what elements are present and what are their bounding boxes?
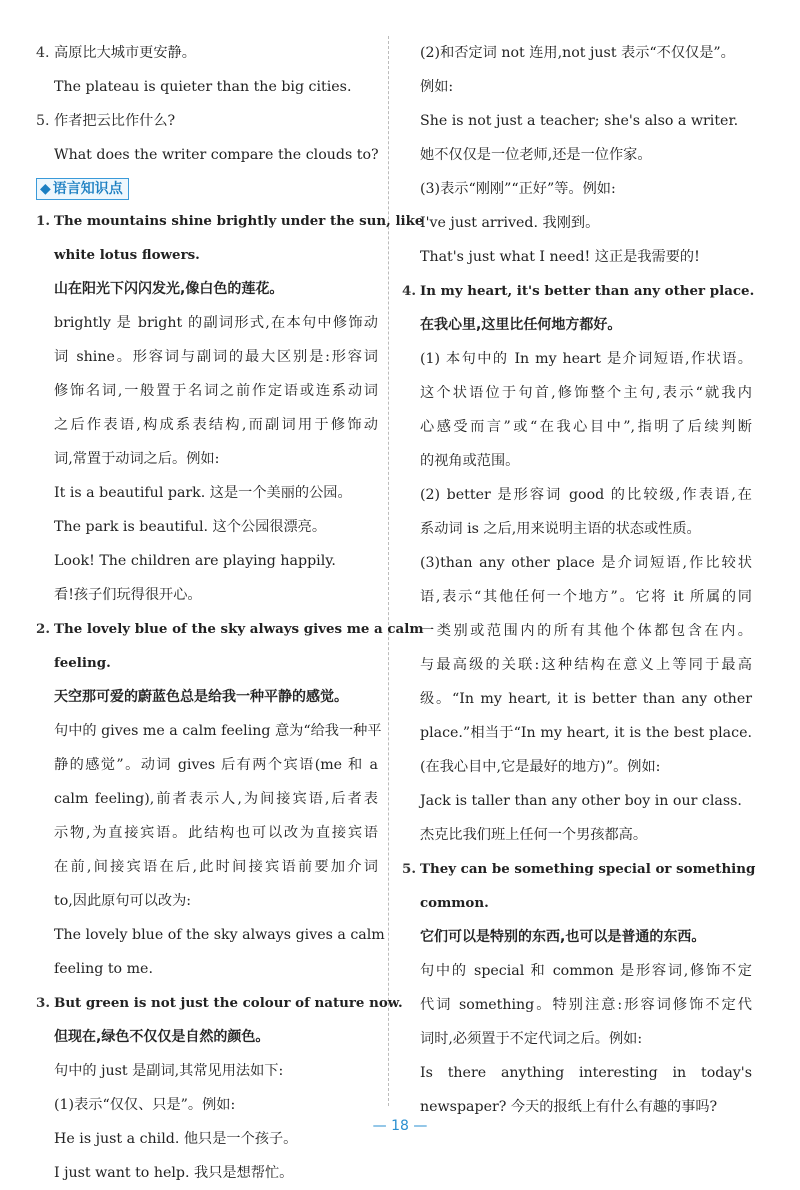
example-line: I've just arrived. 我刚到。: [420, 215, 600, 231]
page-number: — 18 —: [372, 1118, 428, 1134]
point-cn: 天空那可爱的蔚蓝色总是给我一种平静的感觉。: [54, 689, 348, 705]
explanation-line: (3)表示“刚刚”“正好”等。例如:: [420, 181, 616, 197]
explanation-line: calm feeling),前者表示人,为间接宾语,后者表: [54, 791, 378, 807]
diamond-icon: ◆: [40, 181, 51, 197]
example-line: Is there anything interesting in today's: [420, 1065, 752, 1081]
item-number: 4.: [36, 45, 50, 61]
point-1: [36, 204, 424, 612]
explanation-line: 级。“In my heart, it is better than any other: [420, 691, 752, 707]
point-en-line: The lovely blue of the sky always gives me a calm: [54, 621, 424, 637]
explanation-line: 例如:: [420, 79, 454, 95]
question-en: What does the writer compare the clouds to?: [54, 147, 379, 163]
example-line: Look! The children are playing happily.: [54, 553, 336, 569]
explanation-line: 代词 something。特别注意:形容词修饰不定代: [420, 997, 752, 1013]
explanation-line: 的视角或范围。: [420, 453, 520, 469]
explanation-line: (在我心目中,它是最好的地方)”。例如:: [420, 759, 661, 775]
section-header: [36, 178, 378, 200]
example-line: She is not just a teacher; she's also a writer.: [420, 113, 739, 129]
explanation-line: 词 shine。形容词与副词的最大区别是:形容词: [54, 349, 378, 365]
example-line: feeling to me.: [54, 961, 153, 977]
section-title: 语言知识点: [52, 181, 123, 197]
explanation-line: 系动词 is 之后,用来说明主语的状态或性质。: [420, 521, 701, 537]
point-en-line: common.: [420, 895, 489, 911]
explanation-line: (1) 本句中的 In my heart 是介词短语,作状语。: [420, 351, 752, 367]
item-number: 4.: [402, 283, 416, 299]
point-3-continued: [402, 36, 752, 274]
question-cn: 高原比大城市更安静。: [54, 45, 196, 61]
explanation-line: to,因此原句可以改为:: [54, 893, 192, 909]
explanation-line: 这个状语位于句首,修饰整个主句,表示“就我内: [420, 385, 752, 401]
explanation-line: place.”相当于“In my heart, it is the best place.: [420, 725, 752, 741]
point-en-line: In my heart, it's better than any other place.: [420, 283, 755, 299]
explanation-line: (2)和否定词 not 连用,not just 表示“不仅仅是”。: [420, 45, 735, 61]
example-line: 她不仅仅是一位老师,还是一位作家。: [420, 147, 652, 163]
item-number: 1.: [36, 213, 50, 229]
point-cn: 山在阳光下闪闪发光,像白色的莲花。: [54, 281, 284, 297]
explanation-line: 在前,间接宾语在后,此时间接宾语前要加介词: [54, 859, 378, 875]
example-line: The park is beautiful. 这个公园很漂亮。: [54, 519, 327, 535]
question-4: [36, 36, 378, 104]
explanation-line: 词时,必须置于不定代词之后。例如:: [420, 1031, 643, 1047]
example-line: Jack is taller than any other boy in our class.: [420, 793, 742, 809]
explanation-line: 词,常置于动词之后。例如:: [54, 451, 220, 467]
item-number: 5.: [402, 861, 416, 877]
point-4: [402, 274, 755, 852]
explanation-line: 静的感觉”。动词 gives 后有两个宾语(me 和 a: [54, 757, 378, 773]
point-cn: 但现在,绿色不仅仅是自然的颜色。: [54, 1029, 270, 1045]
point-cn: 在我心里,这里比任何地方都好。: [420, 317, 622, 333]
point-en-line: They can be something special or something: [420, 861, 756, 877]
explanation-line: (3)than any other place 是介词短语,作比较状: [420, 555, 752, 571]
explanation-line: 与最高级的关联:这种结构在意义上等同于最高: [420, 657, 752, 673]
item-number: 3.: [36, 995, 50, 1011]
explanation-line: 句中的 gives me a calm feeling 意为“给我一种平: [54, 723, 382, 739]
example-line: 杰克比我们班上任何一个男孩都高。: [420, 827, 648, 843]
explanation-line: 心感受而言”或“在我心目中”,指明了后续判断: [420, 419, 752, 435]
item-number: 2.: [36, 621, 50, 637]
column-divider: [388, 36, 389, 1106]
explanation-line: 示物,为直接宾语。此结构也可以改为直接宾语: [54, 825, 378, 841]
explanation-line: brightly 是 bright 的副词形式,在本句中修饰动: [54, 315, 378, 331]
explanation-line: 句中的 special 和 common 是形容词,修饰不定: [420, 963, 752, 979]
explanation-line: 语,表示“其他任何一个地方”。它将 it 所属的同: [420, 589, 752, 605]
section-tag: [36, 178, 129, 200]
question-cn: 作者把云比作什么?: [54, 113, 176, 129]
point-2: [36, 612, 424, 986]
explanation-line: 修饰名词,一般置于名词之前作定语或连系动词: [54, 383, 378, 399]
question-5: [36, 104, 378, 172]
explanation-line: 句中的 just 是副词,其常见用法如下:: [54, 1063, 284, 1079]
example-line: The lovely blue of the sky always gives a calm: [54, 927, 385, 943]
example-line: I just want to help. 我只是想帮忙。: [54, 1165, 294, 1181]
explanation-line: 之后作表语,构成系表结构,而副词用于修饰动: [54, 417, 378, 433]
example-line: That's just what I need! 这正是我需要的!: [420, 249, 700, 265]
item-number: 5.: [36, 113, 50, 129]
explanation-line: (1)表示“仅仅、只是”。例如:: [54, 1097, 236, 1113]
question-en: The plateau is quieter than the big cities.: [54, 79, 352, 95]
example-line: newspaper? 今天的报纸上有什么有趣的事吗?: [420, 1099, 718, 1115]
point-5: [402, 852, 756, 1124]
explanation-line: 一类别或范围内的所有其他个体都包含在内。: [420, 623, 752, 639]
point-en-line: But green is not just the colour of nature now.: [54, 995, 403, 1011]
explanation-line: (2) better 是形容词 good 的比较级,作表语,在: [420, 487, 752, 503]
point-en-line: feeling.: [54, 655, 111, 671]
example-line: He is just a child. 他只是一个孩子。: [54, 1131, 298, 1147]
point-cn: 它们可以是特别的东西,也可以是普通的东西。: [420, 929, 706, 945]
right-column: [402, 36, 756, 1124]
point-en-line: The mountains shine brightly under the sun, like: [54, 213, 424, 229]
example-line: It is a beautiful park. 这是一个美丽的公园。: [54, 485, 352, 501]
point-en-line: white lotus flowers.: [54, 247, 200, 263]
example-line: 看!孩子们玩得很开心。: [54, 587, 202, 603]
